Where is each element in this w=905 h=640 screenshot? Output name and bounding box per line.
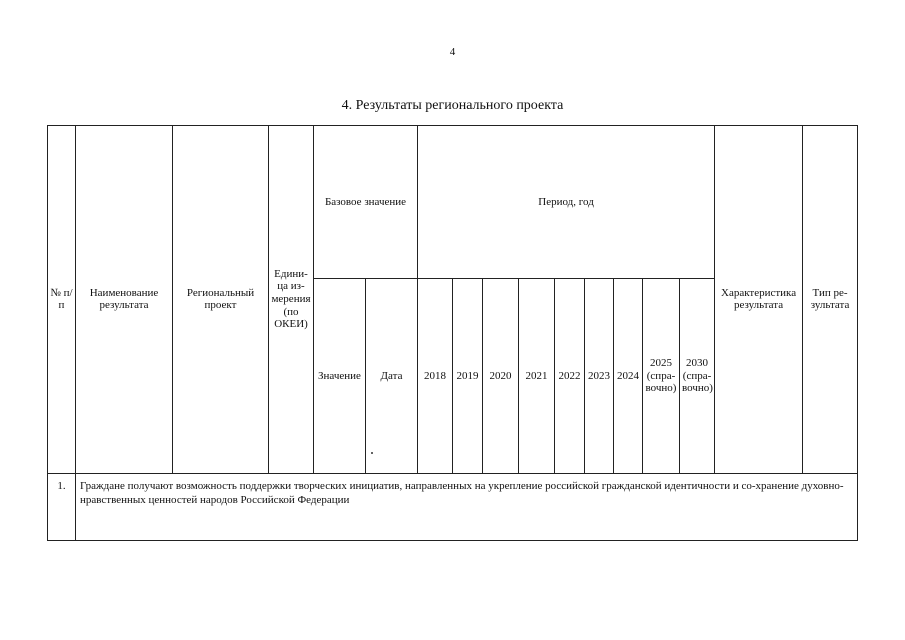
header-value: Значение [314, 279, 366, 473]
header-year-2018: 2018 [418, 279, 453, 473]
scan-dot [371, 452, 373, 454]
header-year-2019: 2019 [453, 279, 483, 473]
table-row [48, 473, 858, 540]
header-year-2023: 2023 [585, 279, 614, 473]
header-year-2025: 2025 (спра-вочно) [643, 279, 680, 473]
row-num: 1. [48, 473, 76, 540]
header-year-2030: 2030 (спра-вочно) [680, 279, 715, 473]
header-period: Период, год [418, 126, 715, 279]
header-base-value: Базовое значение [314, 126, 418, 279]
header-num: № п/п [48, 126, 76, 474]
section-title: 4. Результаты регионального проекта [341, 98, 564, 113]
header-result-type: Тип ре-зультата [803, 126, 858, 474]
results-table [47, 125, 858, 541]
header-date: Дата [366, 279, 418, 473]
header-unit: Едини-ца из-мерения (по ОКЕИ) [269, 126, 314, 474]
header-year-2021: 2021 [519, 279, 555, 473]
page-number: 4 [449, 46, 456, 58]
header-year-2024: 2024 [614, 279, 643, 473]
header-regional-project: Региональный проект [173, 126, 269, 474]
header-result-name: Наименование результата [76, 126, 173, 474]
header-year-2020: 2020 [483, 279, 519, 473]
header-characteristic: Характеристика результата [715, 126, 803, 474]
row-text: Граждане получают возможность поддержки творческих инициатив, направленных на укрепление российской гражданской идентичности и со-хранение духовно-нравственных ценностей народов Российской Федерации [76, 473, 858, 540]
header-year-2022: 2022 [555, 279, 585, 473]
